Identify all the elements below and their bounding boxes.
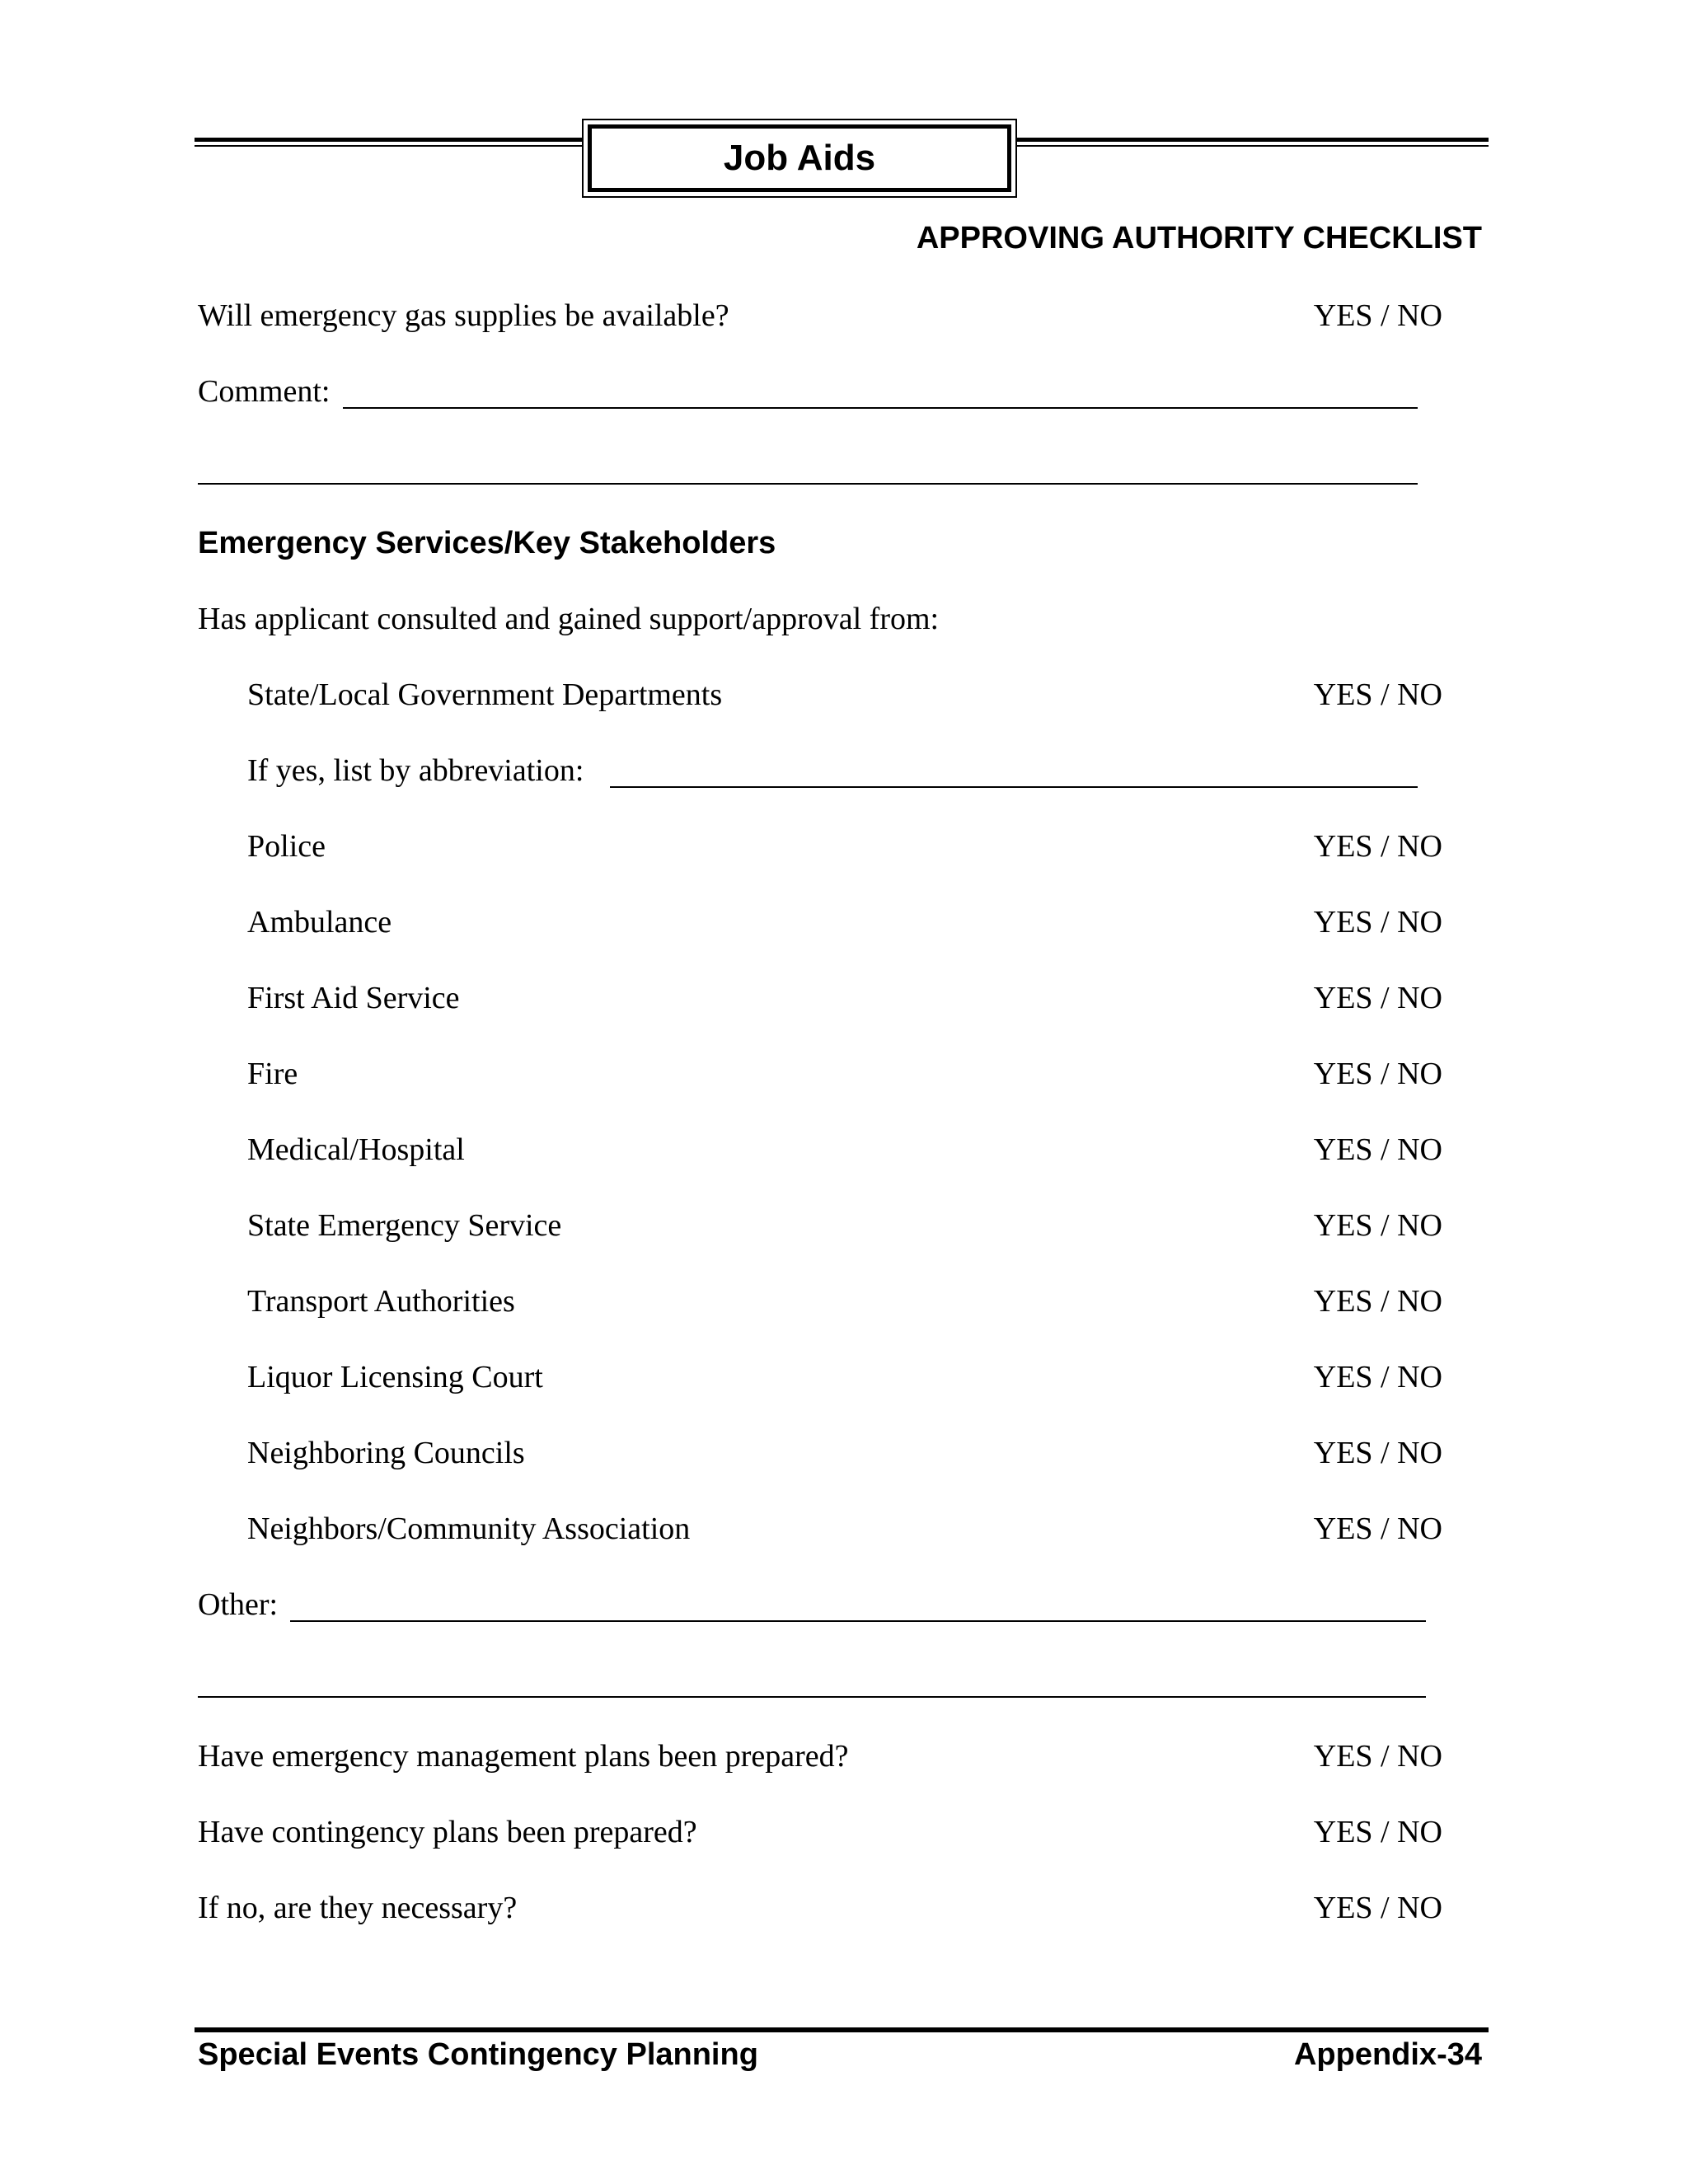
stakeholder-label: Transport Authorities	[247, 1284, 515, 1319]
comment-label: Comment:	[198, 374, 331, 409]
plans-question: Have emergency management plans been prepared?	[198, 1739, 849, 1774]
stakeholder-label: Police	[247, 829, 326, 864]
state-local-label: State/Local Government Departments	[247, 677, 723, 712]
stakeholder-answer[interactable]: YES / NO	[1313, 829, 1442, 864]
stakeholder-label: Fire	[247, 1057, 298, 1091]
stakeholder-answer[interactable]: YES / NO	[1313, 981, 1442, 1015]
other-line-1[interactable]	[290, 1620, 1426, 1622]
abbrev-label: If yes, list by abbreviation:	[247, 753, 584, 788]
gas-question: Will emergency gas supplies be available?	[198, 298, 729, 333]
stakeholder-answer[interactable]: YES / NO	[1313, 905, 1442, 940]
stakeholder-label: Liquor Licensing Court	[247, 1360, 543, 1394]
section-heading: Emergency Services/Key Stakeholders	[198, 526, 776, 560]
checklist-title: APPROVING AUTHORITY CHECKLIST	[916, 221, 1482, 255]
stakeholder-answer[interactable]: YES / NO	[1313, 1360, 1442, 1394]
header-rule-right	[1017, 138, 1489, 147]
footer-title: Special Events Contingency Planning	[198, 2037, 758, 2072]
stakeholder-label: Ambulance	[247, 905, 392, 940]
stakeholder-answer[interactable]: YES / NO	[1313, 1132, 1442, 1167]
header-rule-left	[195, 138, 582, 147]
comment-line-1[interactable]	[343, 407, 1418, 409]
other-line-2[interactable]	[198, 1696, 1426, 1698]
job-aids-box	[582, 119, 1017, 198]
plans-question: If no, are they necessary?	[198, 1891, 518, 1925]
stakeholder-label: First Aid Service	[247, 981, 460, 1015]
gas-answer[interactable]: YES / NO	[1313, 298, 1442, 333]
plans-answer[interactable]: YES / NO	[1313, 1815, 1442, 1849]
stakeholder-answer[interactable]: YES / NO	[1313, 1511, 1442, 1546]
stakeholder-label: Neighboring Councils	[247, 1436, 525, 1470]
plans-answer[interactable]: YES / NO	[1313, 1739, 1442, 1774]
stakeholder-answer[interactable]: YES / NO	[1313, 1057, 1442, 1091]
stakeholder-label: Neighbors/Community Association	[247, 1511, 691, 1546]
other-label: Other:	[198, 1587, 279, 1622]
page-number: Appendix-34	[1293, 2037, 1482, 2072]
stakeholder-label: Medical/Hospital	[247, 1132, 465, 1167]
footer-rule	[195, 2027, 1489, 2032]
stakeholder-label: State Emergency Service	[247, 1208, 562, 1243]
job-aids-title: Job Aids	[588, 124, 1011, 192]
stakeholder-answer[interactable]: YES / NO	[1313, 1436, 1442, 1470]
state-local-answer[interactable]: YES / NO	[1313, 677, 1442, 712]
comment-line-2[interactable]	[198, 483, 1418, 485]
plans-question: Have contingency plans been prepared?	[198, 1815, 697, 1849]
stakeholders-intro: Has applicant consulted and gained support/approval from:	[198, 602, 940, 636]
stakeholder-answer[interactable]: YES / NO	[1313, 1208, 1442, 1243]
abbrev-line[interactable]	[610, 786, 1418, 788]
stakeholder-answer[interactable]: YES / NO	[1313, 1284, 1442, 1319]
plans-answer[interactable]: YES / NO	[1313, 1891, 1442, 1925]
